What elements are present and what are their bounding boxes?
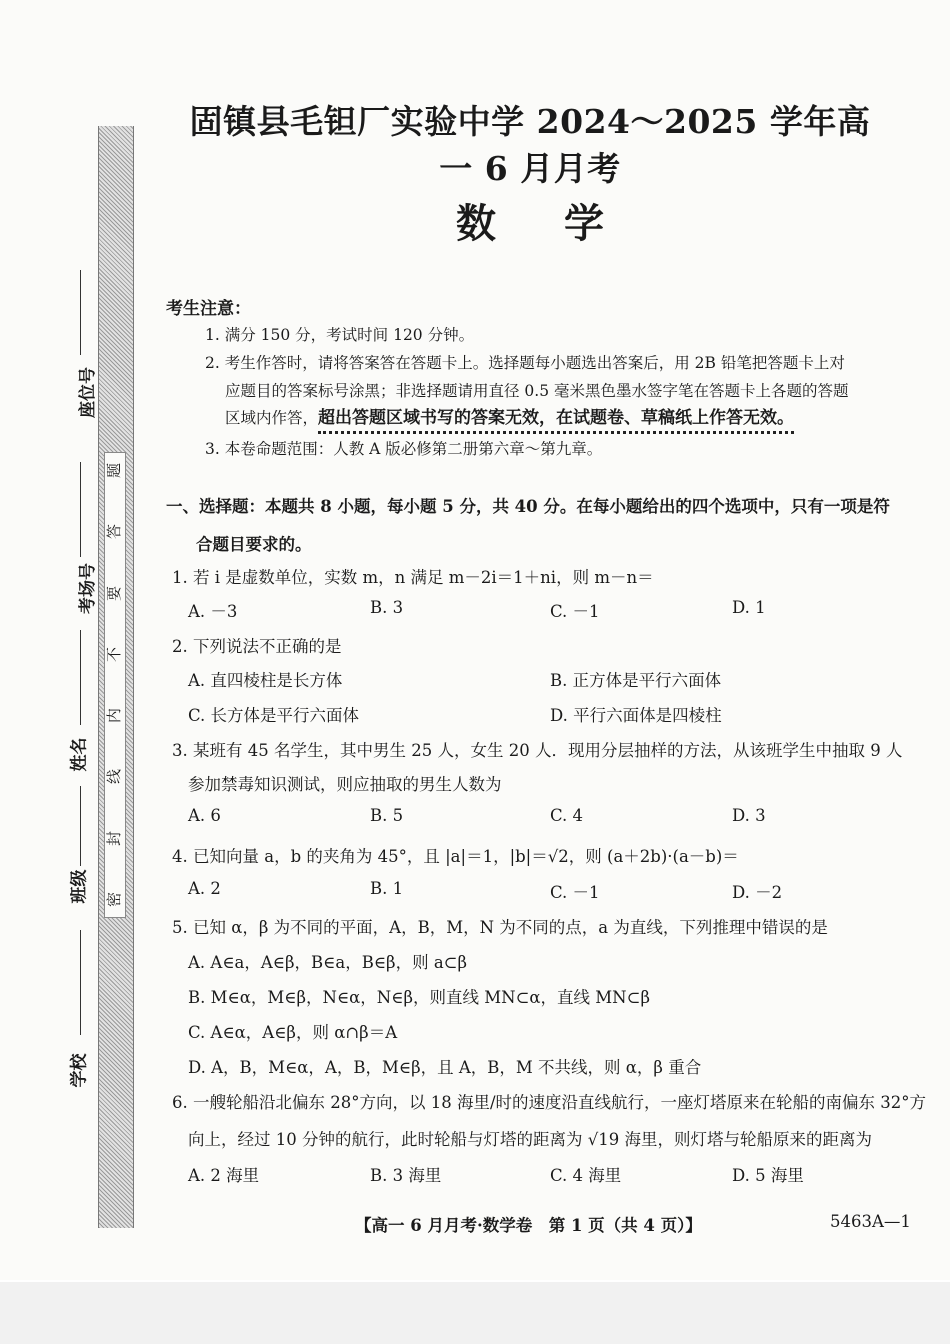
question-5-option-c[interactable]: C. A∈α，A∈β，则 α∩β＝A	[188, 1023, 398, 1042]
question-2-option-a[interactable]: A. 直四棱柱是长方体	[188, 671, 343, 690]
question-4-option-b[interactable]: B. 1	[370, 879, 404, 898]
seal-char: 答	[105, 524, 124, 540]
notice-item-2-line-3-a: 区域内作答，	[225, 409, 319, 427]
notice-item-1: 1. 满分 150 分，考试时间 120 分钟。	[205, 326, 475, 344]
school-line[interactable]	[80, 930, 81, 1035]
question-2-option-b[interactable]: B. 正方体是平行六面体	[550, 671, 722, 690]
exam-room-line[interactable]	[80, 462, 81, 557]
class-line[interactable]	[80, 786, 81, 866]
question-4-option-c[interactable]: C. －1	[550, 883, 600, 902]
question-1-option-a[interactable]: A. －3	[188, 602, 238, 621]
seal-char: 封	[105, 830, 124, 846]
section-1-heading: 一、选择题：本题共 8 小题，每小题 5 分，共 40 分。在每小题给出的四个选项中，只有一项是符	[166, 497, 890, 516]
question-2-stem: 2. 下列说法不正确的是	[172, 637, 342, 656]
name-label: 姓名	[69, 737, 90, 772]
question-3-option-b[interactable]: B. 5	[370, 806, 404, 825]
question-6-option-b[interactable]: B. 3 海里	[370, 1166, 442, 1185]
question-1-option-d[interactable]: D. 1	[732, 598, 766, 617]
question-3-stem-line-2: 参加禁毒知识测试，则应抽取的男生人数为	[188, 775, 502, 794]
seat-number-line[interactable]	[80, 270, 81, 355]
exam-title: 固镇县毛钽厂实验中学 2024～2025 学年高一 6 月月考	[189, 102, 871, 188]
question-1-stem: 1. 若 i 是虚数单位，实数 m，n 满足 m－2i＝1＋ni，则 m－n＝	[172, 568, 654, 587]
question-2-option-c[interactable]: C. 长方体是平行六面体	[188, 706, 360, 725]
seal-char: 要	[105, 585, 124, 601]
notice-item-3: 3. 本卷命题范围：人教 A 版必修第二册第六章～第九章。	[205, 440, 603, 458]
question-6-stem-line-1: 6. 一艘轮船沿北偏东 28°方向，以 18 海里/时的速度沿直线航行，一座灯塔原来在轮船的南偏东 32°方	[172, 1093, 927, 1112]
question-3-stem-line-1: 3. 某班有 45 名学生，其中男生 25 人，女生 20 人．现用分层抽样的方法，从该班学生中抽取 9 人	[172, 741, 903, 760]
question-4-option-d[interactable]: D. －2	[732, 883, 783, 902]
seat-number-label: 座位号	[78, 367, 98, 418]
question-6-option-c[interactable]: C. 4 海里	[550, 1166, 622, 1185]
question-5-stem: 5. 已知 α，β 为不同的平面，A，B，M，N 为不同的点，a 为直线，下列推理中错误的是	[172, 918, 828, 937]
page-bottom-margin	[0, 1282, 950, 1344]
question-3-option-a[interactable]: A. 6	[188, 806, 221, 825]
notice-item-2-line-3	[225, 410, 925, 427]
question-4-option-a[interactable]: A. 2	[188, 879, 221, 898]
question-2-option-d[interactable]: D. 平行六面体是四棱柱	[550, 706, 722, 725]
seal-char: 线	[105, 769, 124, 785]
seal-char: 题	[105, 462, 124, 479]
page-footer: 【高一 6 月月考·数学卷 第 1 页（共 4 页）】	[355, 1216, 702, 1235]
notice-heading: 考生注意：	[166, 299, 251, 319]
question-6-option-a[interactable]: A. 2 海里	[188, 1166, 260, 1185]
seal-char: 不	[105, 646, 124, 662]
notice-item-2-line-2: 应题目的答案标号涂黑；非选择题请用直径 0.5 毫米黑色墨水签字笔在答题卡上各题的答题	[225, 382, 849, 400]
section-1-heading-cont: 合题目要求的。	[196, 535, 312, 554]
question-5-option-a[interactable]: A. A∈a，A∈β，B∈a，B∈β，则 a⊂β	[188, 953, 468, 972]
exam-room-label: 考场号	[78, 563, 98, 614]
seal-line-notice	[104, 452, 126, 918]
seal-char: 密	[105, 891, 124, 907]
seal-char: 内	[105, 708, 124, 724]
name-line[interactable]	[80, 630, 81, 725]
subject-title: 数学	[456, 200, 672, 247]
exam-code: 5463A—1	[830, 1212, 911, 1231]
question-1-option-c[interactable]: C. －1	[550, 602, 600, 621]
notice-item-2-line-1: 2. 考生作答时，请将答案答在答题卡上。选择题每小题选出答案后，用 2B 铅笔把答题卡上对	[205, 354, 845, 372]
question-3-option-c[interactable]: C. 4	[550, 806, 584, 825]
question-5-option-b[interactable]: B. M∈α，M∈β，N∈α，N∈β，则直线 MN⊂α，直线 MN⊂β	[188, 988, 650, 1007]
question-3-option-d[interactable]: D. 3	[732, 806, 766, 825]
school-label: 学校	[69, 1053, 90, 1088]
emphasis-warning: 超出答题区域书写的答案无效，在试题卷、草稿纸上作答无效。	[318, 408, 794, 434]
question-1-option-b[interactable]: B. 3	[370, 598, 404, 617]
question-5-option-d[interactable]: D. A，B，M∈α，A，B，M∈β，且 A，B，M 不共线，则 α，β 重合	[188, 1058, 702, 1077]
class-label: 班级	[69, 869, 90, 904]
question-4-stem: 4. 已知向量 a，b 的夹角为 45°，且 |a|＝1，|b|＝√2，则 (a＋2b)·(a－b)＝	[172, 847, 739, 866]
question-6-option-d[interactable]: D. 5 海里	[732, 1166, 804, 1185]
question-6-stem-line-2: 向上，经过 10 分钟的航行，此时轮船与灯塔的距离为 √19 海里，则灯塔与轮船原来的距离为	[188, 1130, 872, 1149]
